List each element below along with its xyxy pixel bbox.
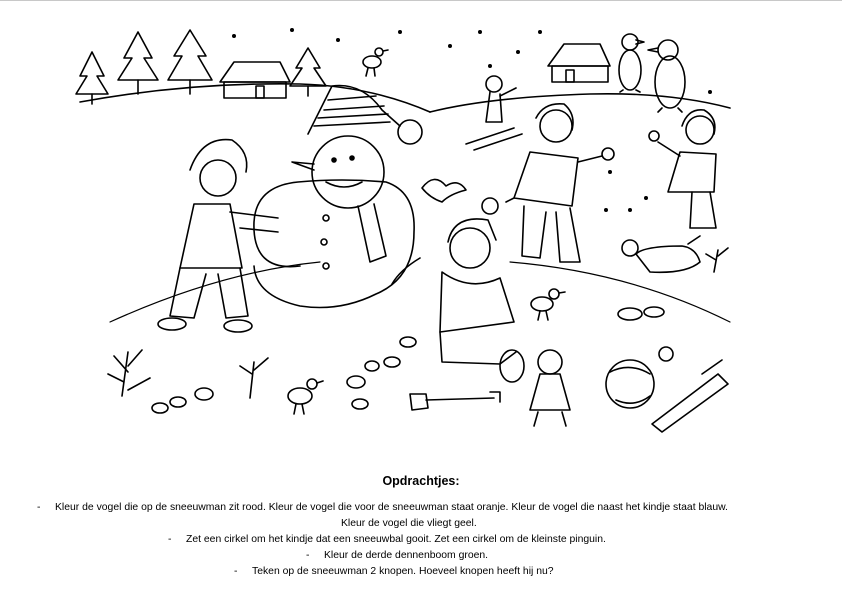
assignment-text: Kleur de vogel die vliegt geel. <box>341 518 477 529</box>
snowman <box>254 86 422 308</box>
assignment-text: Kleur de vogel die op de sneeuwman zit rood. Kleur de vogel die voor de sneeuwman staat oranje. Kleur de vogel die naast het kindje staat blauw. <box>55 502 728 513</box>
assignment-list <box>0 500 842 580</box>
assignment-item <box>0 532 842 548</box>
bullet-dash: - <box>37 502 41 513</box>
assignment-item <box>0 564 842 580</box>
doll <box>530 350 570 426</box>
child-throwing-snowball <box>506 104 614 262</box>
bird-in-front-of-snowman <box>288 379 323 414</box>
assignment-text: Zet een cirkel om het kindje dat een sneeuwbal gooit. Zet een cirkel om de kleinste pinguin. <box>186 534 606 545</box>
penguin-small <box>619 34 644 92</box>
bullet-dash: - <box>306 550 310 561</box>
page-top-border <box>0 0 842 4</box>
winter-coloring-illustration <box>70 22 760 442</box>
shovel <box>410 392 500 410</box>
girl-left <box>158 140 278 332</box>
pine-tree-1 <box>76 52 108 104</box>
snowballs <box>152 307 664 413</box>
bare-bush-left <box>108 350 150 396</box>
child-far-right <box>649 110 716 228</box>
bare-bush-middle <box>240 358 268 398</box>
pine-tree-2 <box>118 32 158 94</box>
penguin-large <box>648 40 685 112</box>
pine-tree-4 <box>290 48 326 96</box>
house-left <box>220 62 290 98</box>
bullet-dash: - <box>234 566 238 577</box>
sled <box>652 360 728 432</box>
assignment-text: Kleur de derde dennenboom groen. <box>324 550 489 561</box>
flying-bird <box>422 179 466 202</box>
assignment-text: Teken op de sneeuwman 2 knopen. Hoeveel knopen heeft hij nu? <box>252 566 554 577</box>
skier <box>466 76 522 150</box>
assignment-item <box>0 500 842 516</box>
bullet-dash: - <box>168 534 172 545</box>
assignment-item <box>0 516 842 532</box>
dog <box>622 236 700 272</box>
bird-on-snowman <box>363 48 388 76</box>
bird-beside-child <box>531 289 565 320</box>
assignment-item <box>0 548 842 564</box>
bare-bush-right <box>706 248 728 272</box>
assignments-heading: Opdrachtjes: <box>382 474 460 488</box>
pine-tree-3 <box>168 30 212 94</box>
kneeling-child <box>392 198 524 382</box>
house-right <box>548 44 610 82</box>
beach-ball <box>606 347 673 408</box>
